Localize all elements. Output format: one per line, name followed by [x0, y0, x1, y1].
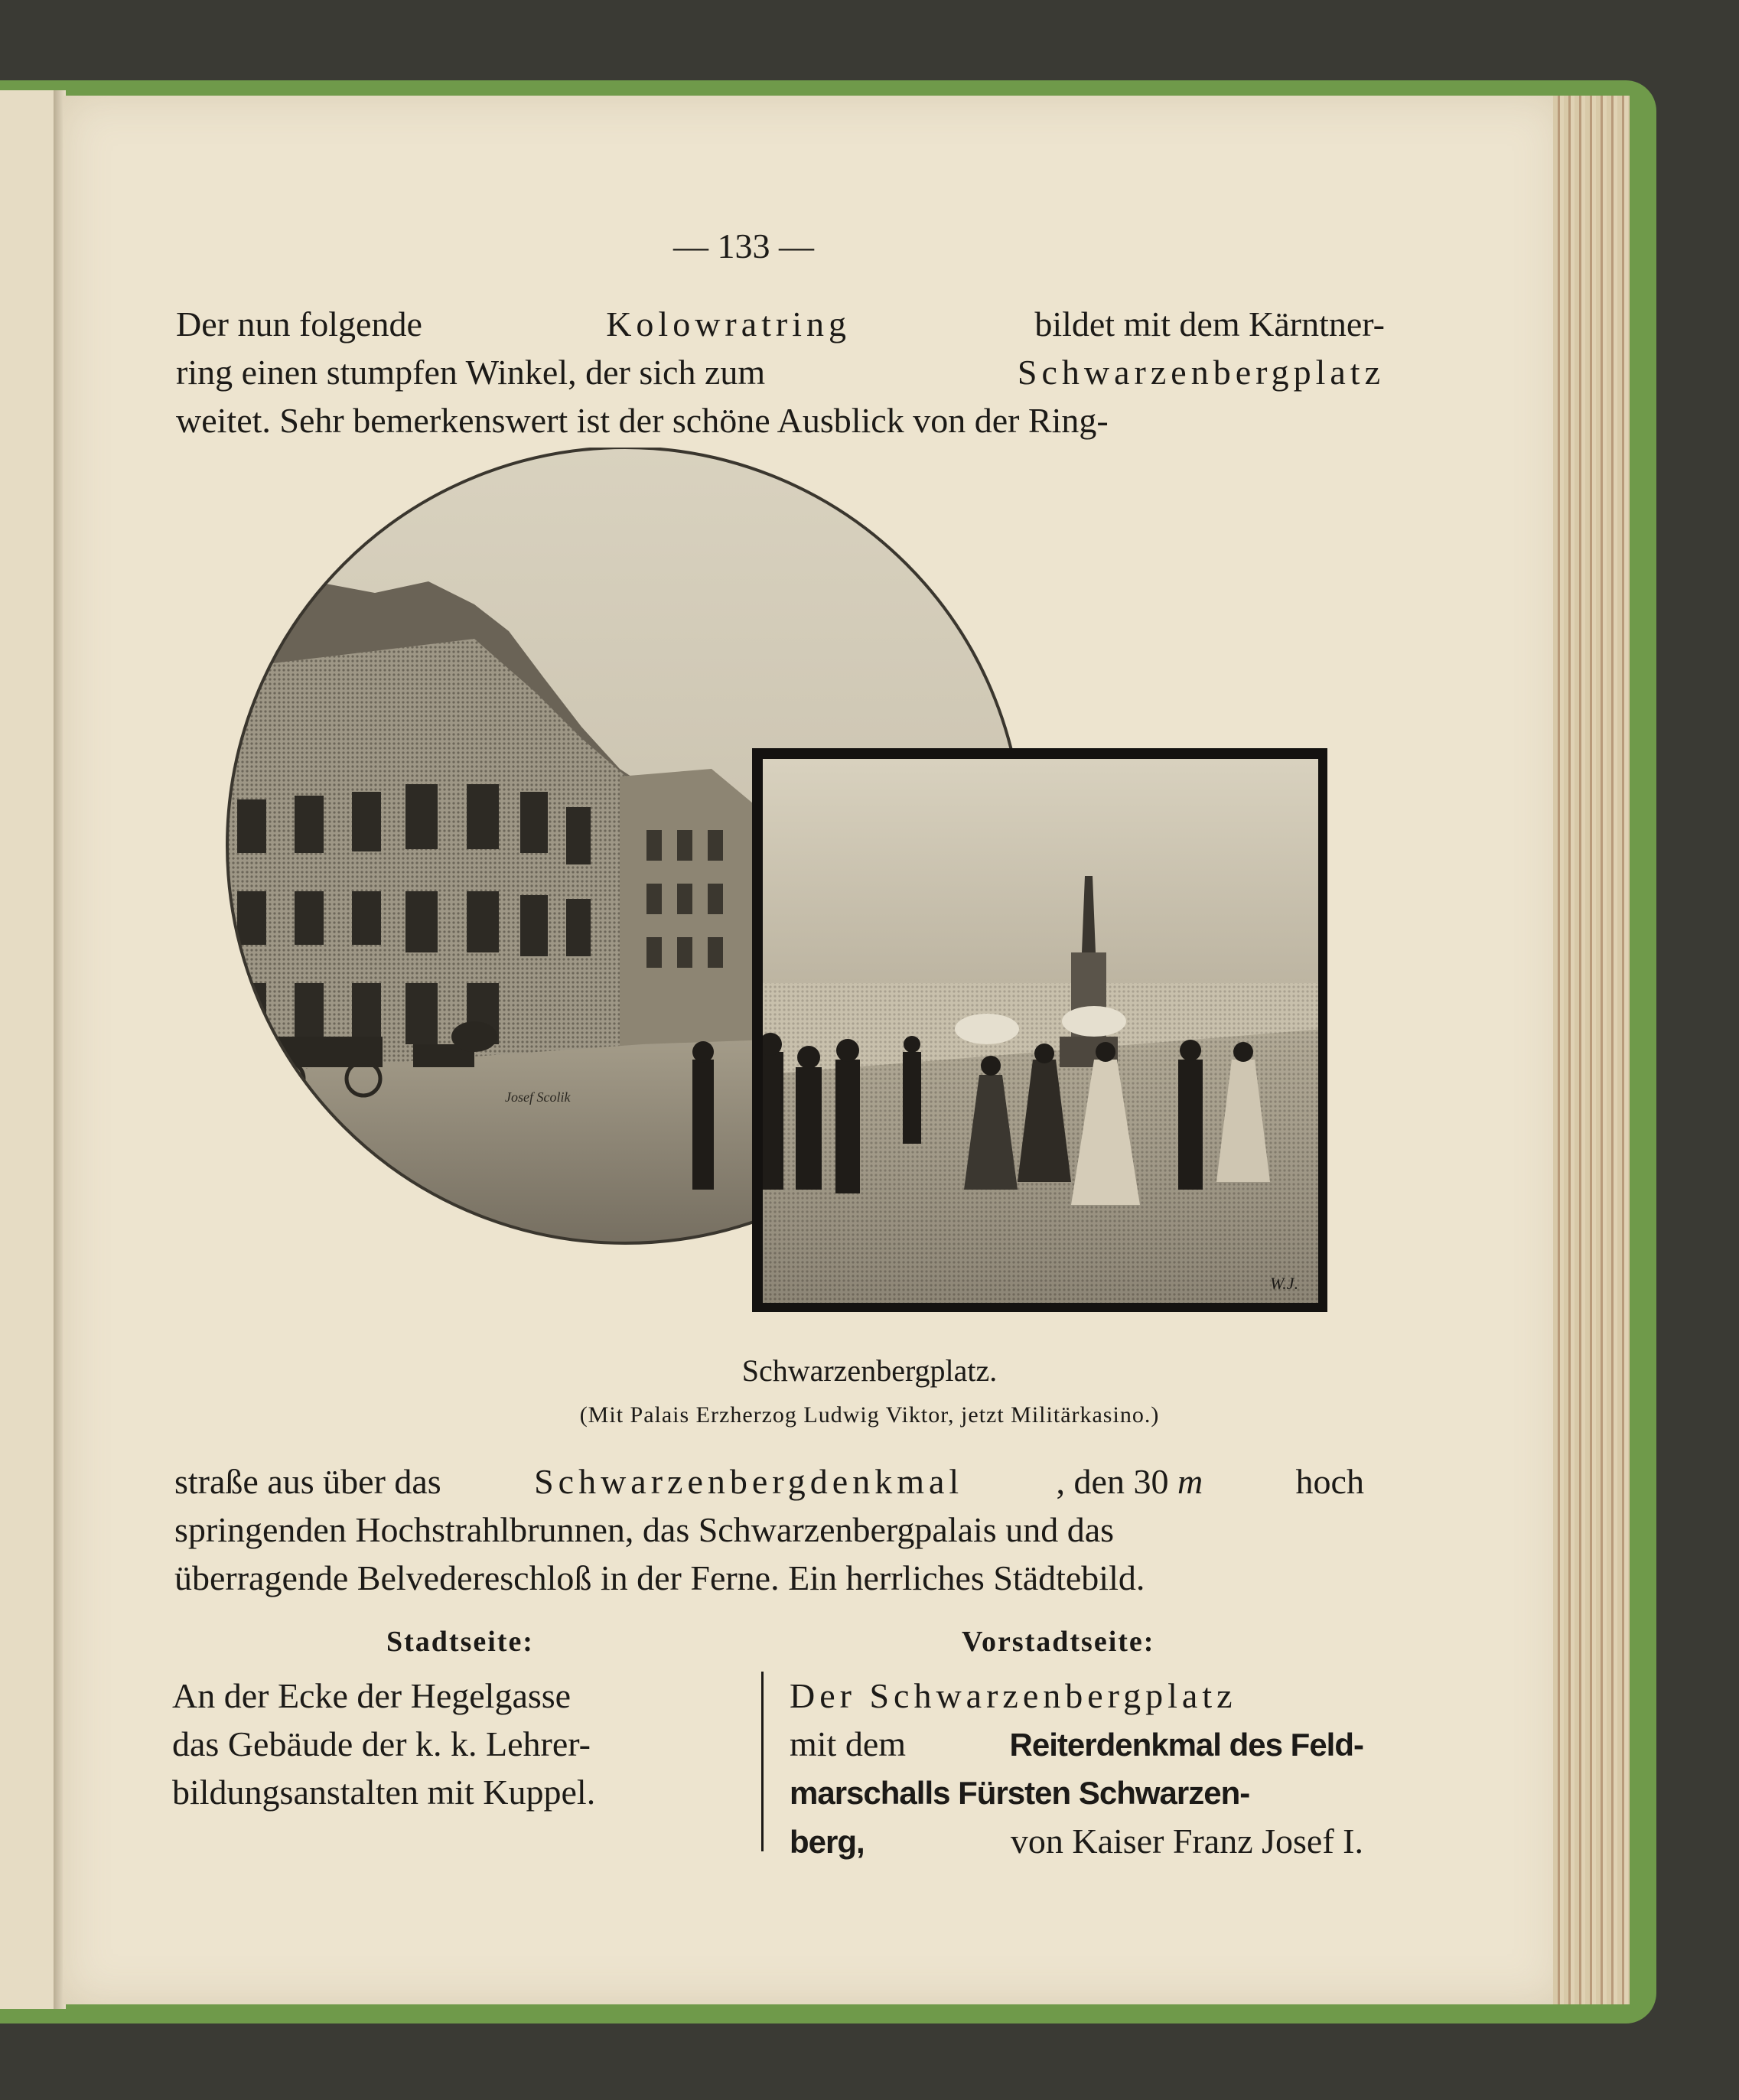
body-unit: m: [1177, 1462, 1203, 1501]
intro-text: Der nun folgende: [176, 304, 422, 343]
body-paragraph: [174, 1457, 1364, 1602]
right-column-bold-text: Reiterdenkmal des Feld-: [1009, 1727, 1363, 1763]
intro-line-3: [176, 396, 1385, 444]
body-text: hoch: [1295, 1462, 1364, 1501]
figure-subcaption: (Mit Palais Erzherzog Ludwig Viktor, jetzt Militärkasino.): [579, 1402, 1160, 1428]
right-column-line: [790, 1769, 1363, 1817]
right-column-line: [790, 1817, 1363, 1866]
body-text: straße aus über das: [174, 1462, 441, 1501]
left-page-edge: [0, 90, 60, 2009]
right-column-text: Der Schwarzenbergplatz: [790, 1676, 1237, 1715]
right-column-line: [790, 1720, 1363, 1769]
intro-paragraph: [176, 300, 1385, 444]
right-column-text: von Kaiser Franz Josef I.: [1010, 1822, 1363, 1861]
right-column-line: [790, 1672, 1363, 1720]
intro-text: weitet. Sehr bemerkenswert ist der schöne Ausblick von der Ring-: [176, 401, 1109, 440]
right-column-text: mit dem: [790, 1724, 907, 1763]
intro-line-2: [176, 348, 1385, 396]
body-line-2: [174, 1506, 1364, 1554]
intro-text: bildet mit dem Kärntner-: [1034, 304, 1385, 343]
right-column: [790, 1672, 1363, 1866]
left-column: [172, 1672, 734, 1816]
left-column-line: An der Ecke der Hegelgasse: [172, 1676, 572, 1715]
intro-spaced-term: Schwarzenbergplatz: [1017, 353, 1385, 392]
figure-caption: Schwarzenbergplatz.: [741, 1353, 998, 1388]
left-column-line: das Gebäude der k. k. Lehrer-: [172, 1724, 591, 1763]
right-column-bold-text: marschalls Fürsten Schwarzen-: [790, 1775, 1250, 1811]
intro-spaced-term: Kolowratring: [606, 304, 852, 343]
right-column-bold-text: berg,: [790, 1824, 865, 1860]
body-spaced-term: Schwarzenbergdenkmal: [534, 1462, 964, 1501]
body-line-3: [174, 1554, 1364, 1602]
body-text: springenden Hochstrahlbrunnen, das Schwarzenbergpalais und das: [174, 1510, 1115, 1549]
intro-text: ring einen stumpfen Winkel, der sich zum: [176, 353, 766, 392]
body-text: , den 30: [1056, 1462, 1169, 1501]
page-number: — 133 —: [673, 226, 814, 265]
body-line-1: [174, 1457, 1364, 1506]
page-edges: [1553, 96, 1630, 2004]
body-text: überragende Belvedereschloß in der Ferne. Ein herrliches Städtebild.: [174, 1558, 1145, 1597]
right-column-heading: Vorstadtseite:: [962, 1626, 1155, 1658]
photo-signature-right: W.J.: [1270, 1274, 1299, 1293]
halftone-photograph: [222, 448, 1327, 1312]
column-divider: [761, 1672, 764, 1851]
left-column-line: bildungsanstalten mit Kuppel.: [172, 1773, 596, 1812]
photo-signature-left: Josef Scolik: [505, 1089, 571, 1105]
intro-line-1: [176, 300, 1385, 348]
left-column-heading: Stadtseite:: [386, 1626, 534, 1658]
